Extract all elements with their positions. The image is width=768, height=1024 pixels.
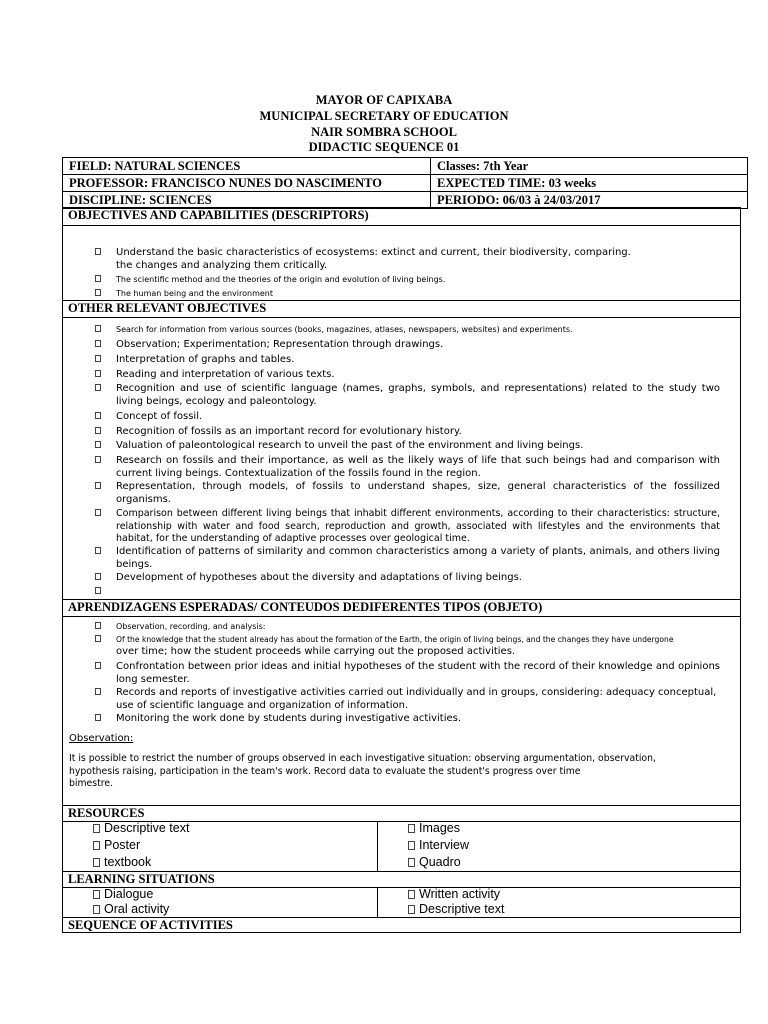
checkbox-icon xyxy=(95,412,101,419)
situation-item: Oral activity xyxy=(93,902,169,916)
column-divider xyxy=(377,887,378,917)
checkbox-icon xyxy=(408,905,415,914)
situation-item: Dialogue xyxy=(93,887,153,901)
checkbox-icon xyxy=(95,370,101,377)
divider xyxy=(62,317,741,318)
checkbox-icon xyxy=(93,858,100,867)
checkbox-icon xyxy=(408,890,415,899)
header-line-4: DIDACTIC SEQUENCE 01 xyxy=(308,140,460,154)
checkbox-icon xyxy=(93,841,100,850)
divider xyxy=(62,805,741,806)
checkbox-icon xyxy=(408,824,415,833)
header-line-1: MAYOR OF CAPIXABA xyxy=(315,93,453,107)
resources-title: RESOURCES xyxy=(68,806,145,820)
checkbox-icon xyxy=(95,289,101,296)
sequence-title: SEQUENCE OF ACTIVITIES xyxy=(68,918,233,932)
resource-item: Quadro xyxy=(408,855,461,869)
checkbox-icon xyxy=(95,573,101,580)
checkbox-icon xyxy=(93,824,100,833)
checkbox-icon xyxy=(95,340,101,347)
checkbox-icon xyxy=(95,441,101,448)
resource-item: textbook xyxy=(93,855,151,869)
divider xyxy=(62,616,741,617)
observation-text-end: bimestre. xyxy=(69,778,114,789)
checkbox-icon xyxy=(93,890,100,899)
other-objectives-title: OTHER RELEVANT OBJECTIVES xyxy=(68,301,267,315)
checkbox-icon xyxy=(95,547,101,554)
checkbox-icon xyxy=(95,587,101,594)
divider xyxy=(62,225,741,226)
checkbox-icon xyxy=(408,841,415,850)
situation-item: Descriptive text xyxy=(408,902,504,916)
checkbox-icon xyxy=(95,427,101,434)
learning-situations-title: LEARNING SITUATIONS xyxy=(68,872,215,886)
checkbox-icon xyxy=(95,622,101,629)
objectives-title: OBJECTIVES AND CAPABILITIES (DESCRIPTORS) xyxy=(68,208,369,222)
field-cell: FIELD: NATURAL SCIENCES xyxy=(63,158,431,175)
resource-item: Descriptive text xyxy=(93,821,189,835)
expected-time-cell: EXPECTED TIME: 03 weeks xyxy=(431,175,748,192)
discipline-cell: DISCIPLINE: SCIENCES xyxy=(63,192,431,209)
checkbox-icon xyxy=(95,355,101,362)
resource-item: Poster xyxy=(93,838,140,852)
header-line-3: NAIR SOMBRA SCHOOL xyxy=(311,125,457,139)
observation-label: Observation: xyxy=(69,733,134,744)
learnings-title: APRENDIZAGENS ESPERADAS/ CONTEUDOS DEDIFERENTES TIPOS (OBJETO) xyxy=(68,600,543,614)
checkbox-icon xyxy=(95,635,101,642)
checkbox-icon xyxy=(95,456,101,463)
professor-cell: PROFESSOR: FRANCISCO NUNES DO NASCIMENTO xyxy=(63,175,431,192)
checkbox-icon xyxy=(93,905,100,914)
checkbox-icon xyxy=(95,662,101,669)
periodo-cell: PERIODO: 06/03 à 24/03/2017 xyxy=(431,192,748,209)
checkbox-icon xyxy=(95,325,101,332)
header-line-2: MUNICIPAL SECRETARY OF EDUCATION xyxy=(259,109,509,123)
checkbox-icon xyxy=(95,384,101,391)
situation-item: Written activity xyxy=(408,887,500,901)
resource-item: Images xyxy=(408,821,460,835)
checkbox-icon xyxy=(95,714,101,721)
info-table xyxy=(62,157,748,209)
checkbox-icon xyxy=(95,509,101,516)
checkbox-icon xyxy=(95,482,101,489)
checkbox-icon xyxy=(95,275,101,282)
divider xyxy=(62,887,741,888)
classes-cell: Classes: 7th Year xyxy=(431,158,748,175)
checkbox-icon xyxy=(408,858,415,867)
observation-text: It is possible to restrict the number of groups observed in each investigative situation: observing argumentation, observation, hypothesis raising, participation in the team's work. Record data to evaluate the student's progress over time xyxy=(69,753,656,777)
resource-item: Interview xyxy=(408,838,469,852)
checkbox-icon xyxy=(95,688,101,695)
checkbox-icon xyxy=(95,248,101,255)
column-divider xyxy=(377,821,378,871)
